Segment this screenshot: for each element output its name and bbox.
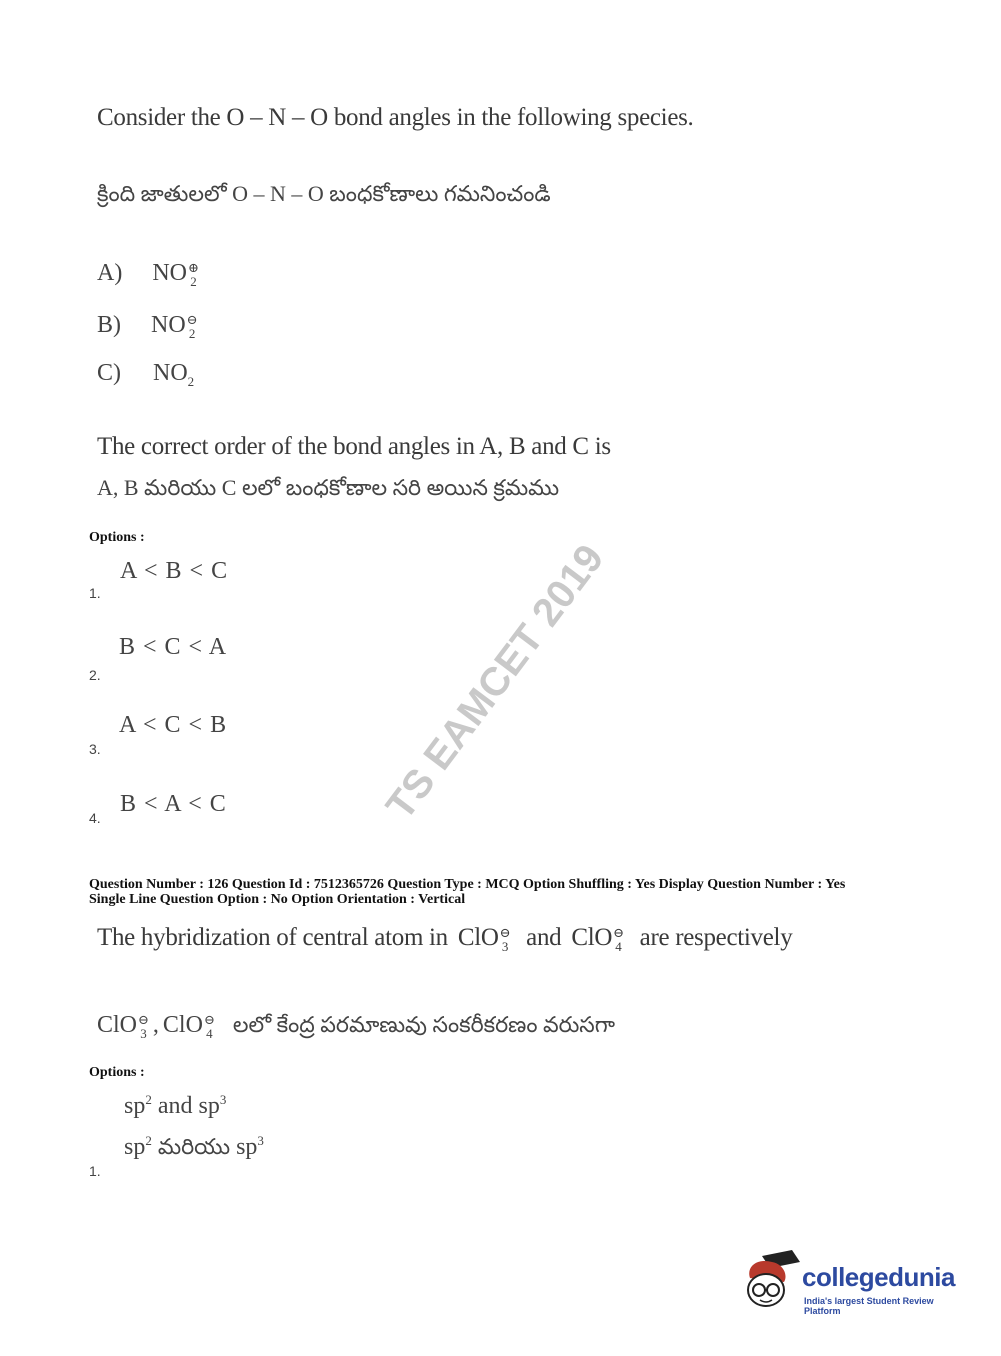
species-letter: A) bbox=[97, 260, 123, 286]
species-row-a bbox=[97, 260, 199, 288]
options-label-2: Options : bbox=[89, 1065, 145, 1080]
option-2-value: B < C < A bbox=[119, 634, 228, 660]
question-ask-english: The correct order of the bond angles in A, B and C is bbox=[97, 433, 611, 460]
question-ask-telugu: A, B మరియు C లలో బంధకోణాల సరి అయిన క్రమము bbox=[97, 475, 560, 500]
collegedunia-logo bbox=[742, 1248, 972, 1314]
option-3-number: 3. bbox=[89, 741, 101, 757]
question-stem-english: Consider the O – N – O bond angles in the following species. bbox=[97, 104, 694, 131]
ion-chlorate: ClO ⊖ 3 bbox=[457, 924, 511, 954]
question-meta-line-1: Question Number : 126 Question Id : 7512365726 Question Type : MCQ Option Shuffling : Yes Display Question Number : Yes bbox=[89, 877, 846, 892]
question-2-stem-telugu: ClO ⊖ 3 , ClO ⊖ 4 లలో కేంద్ర పరమాణువు సంకరీకరణం వరుసగా bbox=[97, 1011, 616, 1041]
species-formula: NO ⊖ 2 bbox=[151, 311, 198, 341]
q2-option-1-english: $sp^2$ and $sp^3$ bbox=[124, 1092, 227, 1119]
q2-option-1-telugu: $sp^2$ మరియు $sp^3$ bbox=[124, 1133, 264, 1160]
species-letter: C) bbox=[97, 360, 121, 386]
charge-minus: ⊖ bbox=[186, 311, 198, 327]
options-label: Options : bbox=[89, 530, 145, 545]
species-formula: $NO_2$ bbox=[153, 360, 195, 389]
option-2-number: 2. bbox=[89, 667, 101, 683]
watermark: TS EAMCET 2019 bbox=[377, 536, 613, 828]
option-3-value: A < C < B bbox=[119, 712, 228, 738]
mascot-icon bbox=[742, 1248, 802, 1314]
option-1-number: 1. bbox=[89, 585, 101, 601]
logo-name: collegedunia bbox=[802, 1262, 955, 1292]
question-meta-line-2: Single Line Question Option : No Option Orientation : Vertical bbox=[89, 892, 466, 907]
species-row-b bbox=[97, 312, 198, 340]
question-stem-telugu: క్రింది జాతులలో O – N – O బంధకోణాలు గమనించండి bbox=[97, 181, 551, 206]
option-4-number: 4. bbox=[89, 810, 101, 826]
species-row-c bbox=[97, 360, 194, 387]
q2-option-1-number: 1. bbox=[89, 1163, 101, 1179]
option-1-value: A < B < C bbox=[120, 558, 229, 584]
question-2-stem-english: The hybridization of central atom in ClO ⊖ 3 and ClO ⊖ 4 are respectively bbox=[97, 924, 793, 954]
question-meta bbox=[89, 877, 909, 907]
species-formula: NO ⊕ 2 bbox=[152, 259, 199, 289]
charge-plus: ⊕ bbox=[188, 259, 199, 275]
ion-perchlorate: ClO ⊖ 4 bbox=[571, 924, 624, 954]
option-4-value: B < A < C bbox=[120, 791, 227, 817]
species-letter: B) bbox=[97, 312, 121, 338]
logo-tagline: India's largest Student Review Platform bbox=[804, 1296, 934, 1316]
